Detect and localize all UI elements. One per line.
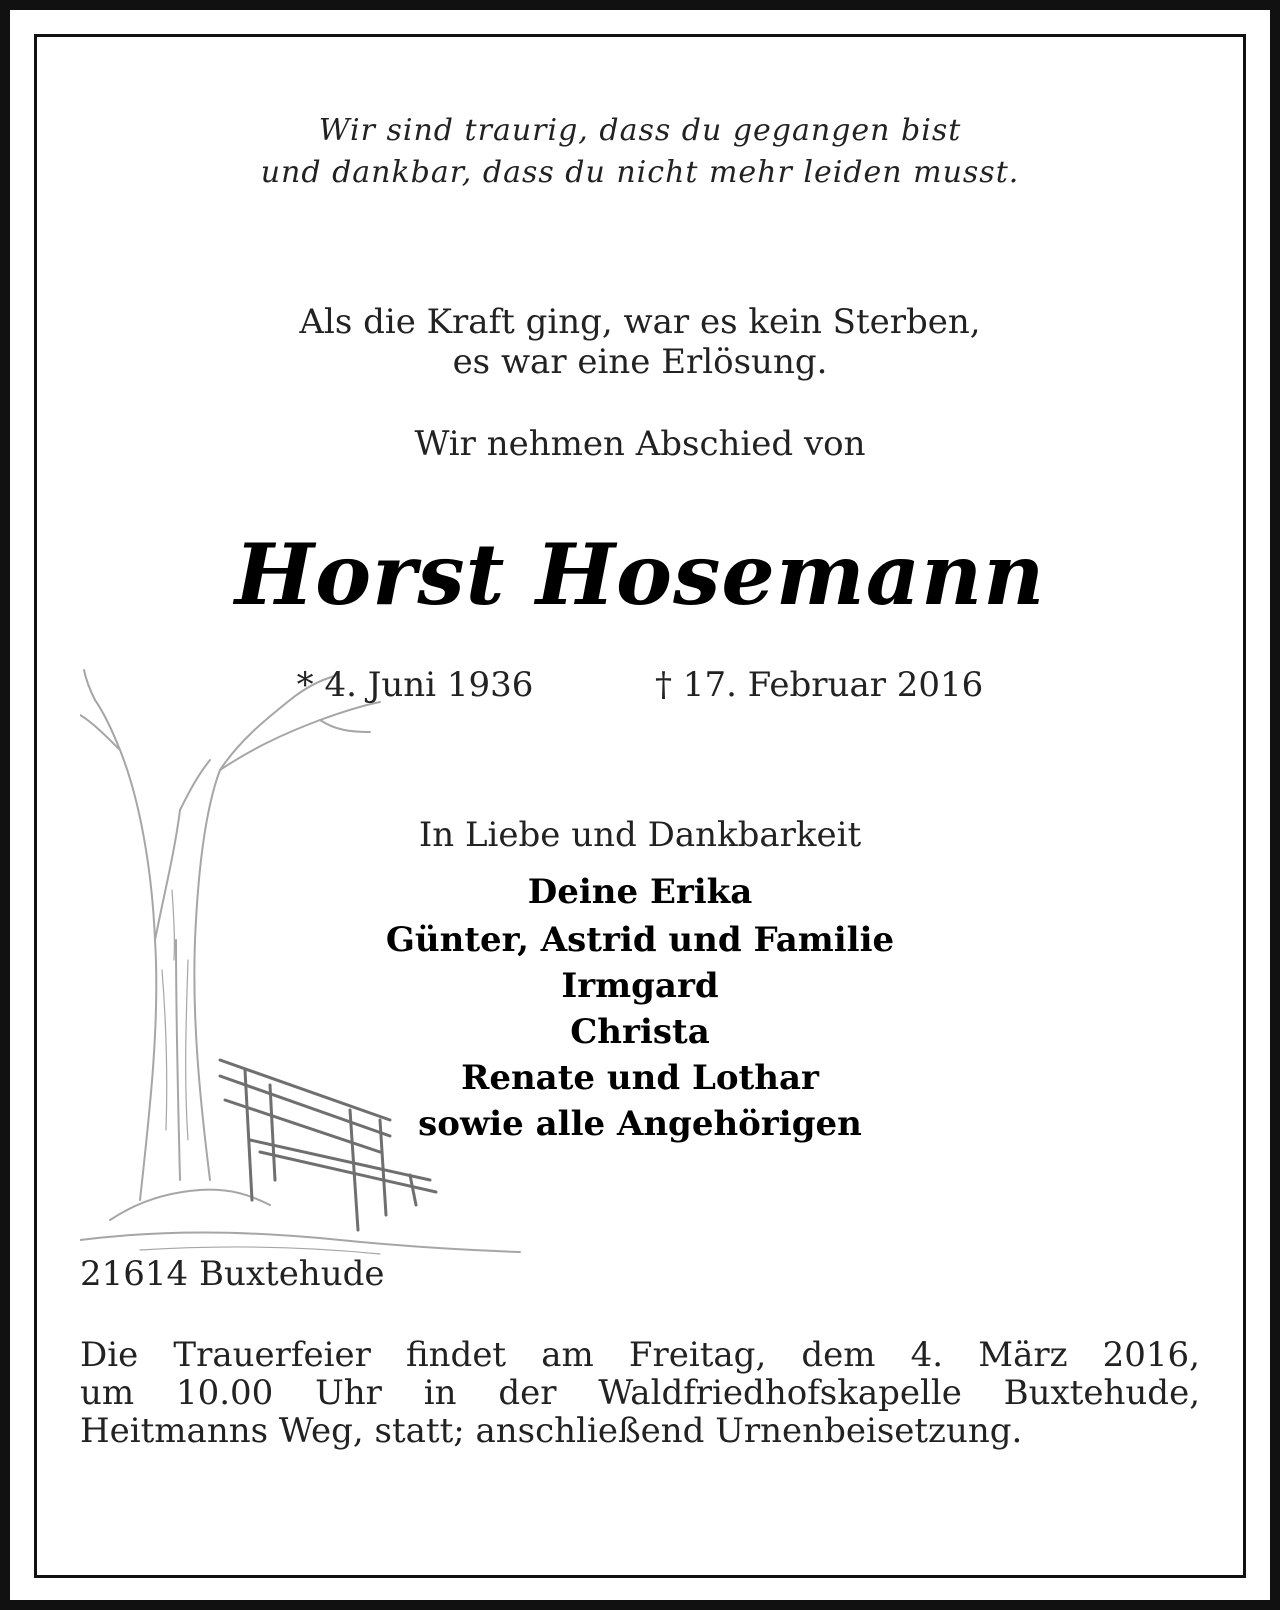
quote-line-2: und dankbar, dass du nicht mehr leiden musst. [260, 155, 1020, 190]
tree-and-bench-sketch-icon [80, 640, 560, 1280]
verse-line-2: es war eine Erlösung. [452, 342, 828, 382]
ceremony-line-3: Heitmanns Weg, statt; anschließend Urnenbeisetzung. [80, 1411, 1023, 1451]
birth-date: * 4. Juni 1936 [296, 665, 534, 705]
mourner-line: Renate und Lothar [461, 1058, 819, 1098]
mourner-line: sowie alle Angehörigen [418, 1104, 862, 1144]
ceremony-notice [80, 1336, 1200, 1450]
ceremony-line-1: Die Trauerfeier findet am Freitag, dem 4. März 2016, [80, 1335, 1200, 1375]
life-dates [0, 665, 1280, 705]
mourner-line: Irmgard [561, 966, 719, 1006]
mourner-line: Günter, Astrid und Familie [385, 920, 895, 960]
verse-line-1: Als die Kraft ging, war es kein Sterben, [299, 302, 981, 342]
dedication-line: In Liebe und Dankbarkeit [418, 815, 862, 855]
mourner-line: Deine Erika [527, 872, 753, 912]
mourner-line: Christa [570, 1012, 710, 1052]
ceremony-line-2: um 10.00 Uhr in der Waldfriedhofskapelle Buxtehude, [80, 1373, 1200, 1413]
location-line: 21614 Buxtehude [80, 1254, 385, 1294]
death-date: † 17. Februar 2016 [655, 665, 984, 705]
deceased-name: Horst Hosemann [234, 525, 1046, 624]
farewell-line: Wir nehmen Abschied von [414, 424, 866, 464]
quote-line-1: Wir sind traurig, dass du gegangen bist [318, 113, 962, 148]
